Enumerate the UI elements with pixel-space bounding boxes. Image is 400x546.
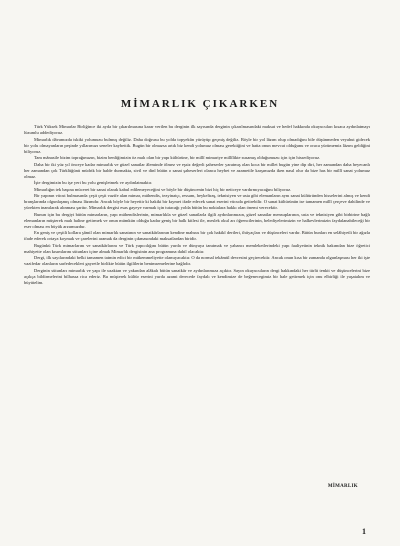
paragraph: Dergi, ilk sayılarındaki belki tamamen tatmin edici bir mükemmeliyette olamıyacaktır. O da normal tekâmül devresini geçirecektir. Ancak onun kısa bir zamanda olgunlaşması her iki işte vazifedar olanların sarfedecekleri gayretle birlikte bütün ilgililerin benimsemelerine bağlıdır. xyxy=(24,255,370,267)
page-number: 1 xyxy=(362,527,366,536)
paragraph: Mimarlık dâvamızda iskiki yolumuzu bulmuş değiliz. Daha doğrusu bu yolda topyekûn yürüyüp geçmiş değiliz. Böyle bir yol lâzım olup olmadığını bile düşünmeden veyahut gidecek bir yolu olmayanların peşinde yıllarımızı seneler kaybettik. Bugün bir olmazsa artık biz kendi yolumuz olması gerektiğini ve hatta onun mevcut olduğunu ve oraca yürümemiz lâzım geldiğini biliyoruz. xyxy=(24,136,370,154)
paragraph: Bugünkü Türk mimarlarını ve sanatkârlarını ve Türk yapıcılığını bütün yurda ve dünyaya tanıtmak ve yabancı memleketlerindeki yapı faaliyetinin teknik bakımdan bize öğretici mahiyette olan kısımlarını sütunları içine almak Mimarlık dergisinin ana programına dahil olacaktır. xyxy=(24,242,370,254)
paragraph: Derginin sütunları mimarlık ve yapı ile uzaktan ve yakından alâkalı bütün sanatkâr ve aydınlarımıza açıktır. Sayın okuyucuların dergi hakkındaki her türlü tenkit ve düşüncelerini bize açıkça bildirmelerini bilhassa rica ederiz. Bu müşterek kültür eserini yurda azami derecede faydalı ve kendimize de beğenecegimiz bir hale getirmek için onu elbirliği ile yaşatalım ve büyütelim. xyxy=(24,267,370,285)
signature: MİMARLIK xyxy=(327,484,358,489)
page-title: MİMARLIK ÇIKARKEN xyxy=(120,98,280,110)
paragraph: Bir yapının vücut bulmasında çeşit çeşit vazife alan mimar, mühendis, tezyinatçı, ressam, heykeltraş, teknisiyen ve usta gibi elemanların aynı sanat kültüründen hisselerini almış ve kendi branşlarında olgunlaşmış olması lâzımdır. Ancak böyle bir heyettir ki hakiki bir kıymet ifade edecek sanat eserini vücuda getirebilir. O sanat kültürünün ise tamamen millî çerçeve dahilinde ve yürekten inanılarak alınması şarttır. Mimarlık dergisi esas gayeye varmak için tutacağı yolda bütün bu noktalara hakkı olan önemi verecektir. xyxy=(24,192,370,211)
paragraph: Daha bir iki yüz yıl önceye kadar mimarlık ve güzel sanatlar âleminde ölmez ve eşsiz değerli şaheserler yaratmış olan koca bir millet bugün yine dip diri, her zamandan daha heyecanlı her zamandan çok Türklüğünü müdrik bir halde durmakta, sivil ve dinî bütün o sanat şaheserleri olanca heybet ve azametile karşımızda iken nasıl olur da bize has bir millî sanat yolumuz olmaz. xyxy=(24,161,370,179)
article-body xyxy=(24,124,370,286)
paragraph: En geniş ve çeşitli kollara şâmil olan mimarlık sanatının ve sanatkârlarının kendine mahsus bir çok hakikî dertleri, ihtiyaçları ve düşünceleri vardır. Bütün bunları en selâhiyetli bir ağızla ifade ederek ortaya koymak ve çarelerini aramak da derginin çıkmasındaki maksatlardan biridir. xyxy=(24,230,370,242)
paragraph: Mimarlığın tek başına müceret bir sanat olarak kabul edilemeyeceğini ve böyle bir düşüncenin bizi hiç bir neticeye vardırmıyacağını biliyoruz. xyxy=(34,186,292,192)
paragraph: İşte dergimizin bu işe yeri bu yolu genişletmek ve aydınlatmaktır. xyxy=(34,180,153,186)
paragraph: Tam mânasile bizim toprağımızın, bizim benliğimizin öz malı olan bir yapı kültürüne, bir millî mimariye millîlikte susamış olduğumuzu için için hissediyoruz. xyxy=(34,155,321,161)
paragraph: Bunun için bu dergiyi bütün mimarların, yapı mühendislerinin, mimarlıkla ve güzel sanatlarla ilgili aydınlarımızın, güzel sanatlar mensuplarının, usta ve teknisiyen gibi birbirine bağlı elemanların müşterek malı haline getirmek ve onun mümkün olduğu kadar geniş bir halk kitlesi ile, meslek okul arı öğrencilerinin, belediyelerimizin ve halkevlerimizin faydalanabileceği bir eser olması en büyük arzumuzdur. xyxy=(24,211,370,229)
paragraph: Türk Yüksek Mimarlar Birliğince iki ayda bir çıkarılmasına karar verilen bu derginin ilk sayısında derginin çıkarılmasındaki maksat ve hedef hakkında okuyucuları kısaca aydınlatmayı lüzumlu addediyoruz. xyxy=(24,124,370,136)
